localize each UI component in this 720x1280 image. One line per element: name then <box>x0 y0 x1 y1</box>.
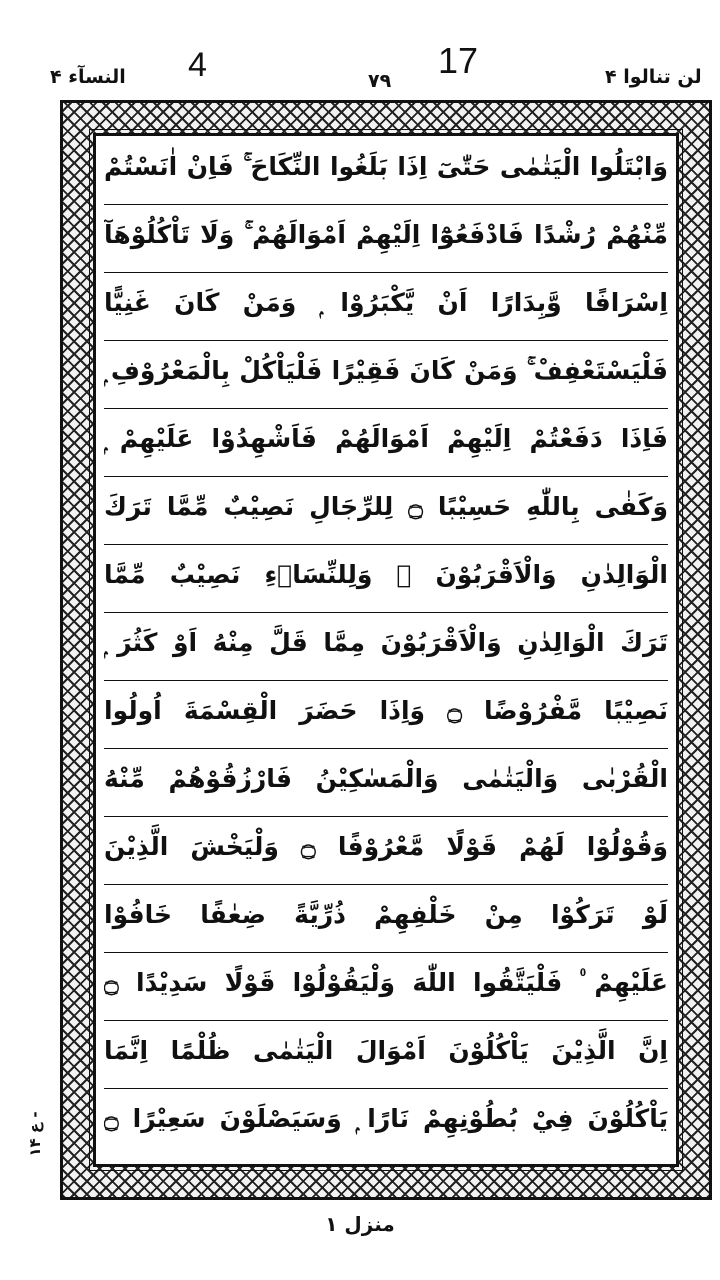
verse-line-2: مِّنْهُمْ رُشْدًا فَادْفَعُوْٓا اِلَيْهِمْ اَمْوَالَهُمْ ۚ وَلَا تَاْكُلُوْهَآ <box>104 204 668 273</box>
text-panel <box>93 133 679 1167</box>
verse-line-6: وَكَفٰى بِاللّٰهِ حَسِيْبًا ۝ لِلرِّجَالِ نَصِيْبٌ مِّمَّا تَرَكَ <box>104 476 668 545</box>
verse-line-9: نَصِيْبًا مَّفْرُوْضًا ۝ وَاِذَا حَضَرَ الْقِسْمَةَ اُولُوا <box>104 680 668 749</box>
manzil-label: منزل ۱ <box>325 1212 395 1236</box>
para-number: 4 <box>188 46 207 84</box>
ruku-marker-text: ع ۱۴ - <box>26 1111 44 1157</box>
verse-lines <box>96 136 676 1164</box>
verse-line-12: لَوْ تَرَكُوْا مِنْ خَلْفِھِمْ ذُرِّيَّةً ضِعٰفًا خَافُوْا <box>104 884 668 953</box>
page-number: 17 <box>438 40 479 81</box>
verse-line-13: عَلَيْھِمْ ۠ فَلْيَتَّقُوا اللّٰهَ وَلْيَقُوْلُوْا قَوْلًا سَدِيْدًا ۝ <box>104 952 668 1021</box>
page-number-arabic: ۷۹ <box>368 70 392 92</box>
ornamental-border <box>60 100 712 1200</box>
verse-line-7: الْوَالِدٰنِ وَالْاَقْرَبُوْنَ ۠ وَلِلنِّسَاۗءِ نَصِيْبٌ مِّمَّا <box>104 544 668 613</box>
verse-line-3: اِسْرَافًا وَّبِدَارًا اَنْ يَّكْبَرُوْا ۭ وَمَنْ كَانَ غَنِيًّا <box>104 272 668 341</box>
page-header <box>0 40 720 100</box>
verse-line-4: فَلْيَسْتَعْفِفْ ۚ وَمَنْ كَانَ فَقِيْرًا فَلْيَاْكُلْ بِالْمَعْرُوْفِ ۭ <box>104 340 668 409</box>
verse-line-14: اِنَّ الَّذِيْنَ يَاْكُلُوْنَ اَمْوَالَ الْيَتٰمٰى ظُلْمًا اِنَّمَا <box>104 1020 668 1089</box>
verse-line-1: وَابْتَلُوا الْيَتٰمٰى حَتّٰىٓ اِذَا بَلَغُوا النِّكَاحَ ۚ فَاِنْ اٰنَسْتُمْ <box>104 136 668 205</box>
verse-line-8: تَرَكَ الْوَالِدٰنِ وَالْاَقْرَبُوْنَ مِمَّا قَلَّ مِنْهُ اَوْ كَثُرَ ۭ <box>104 612 668 681</box>
para-name: لن تنالوا ۴ <box>605 66 702 88</box>
verse-line-11: وَقُوْلُوْا لَھُمْ قَوْلًا مَّعْرُوْفًا ۝ وَلْيَخْشَ الَّذِيْنَ <box>104 816 668 885</box>
surah-name: النسآء ۴ <box>50 66 126 88</box>
verse-line-10: الْقُرْبٰى وَالْيَتٰمٰى وَالْمَسٰكِيْنُ فَارْزُقُوْھُمْ مِّنْهُ <box>104 748 668 817</box>
verse-line-5: فَاِذَا دَفَعْتُمْ اِلَيْهِمْ اَمْوَالَهُمْ فَاَشْهِدُوْا عَلَيْهِمْ ۭ <box>104 408 668 477</box>
verse-line-15: يَاْكُلُوْنَ فِيْ بُطُوْنِھِمْ نَارًا ۭ وَسَيَصْلَوْنَ سَعِيْرًا ۝ <box>104 1104 668 1133</box>
ruku-marker <box>20 1100 50 1180</box>
